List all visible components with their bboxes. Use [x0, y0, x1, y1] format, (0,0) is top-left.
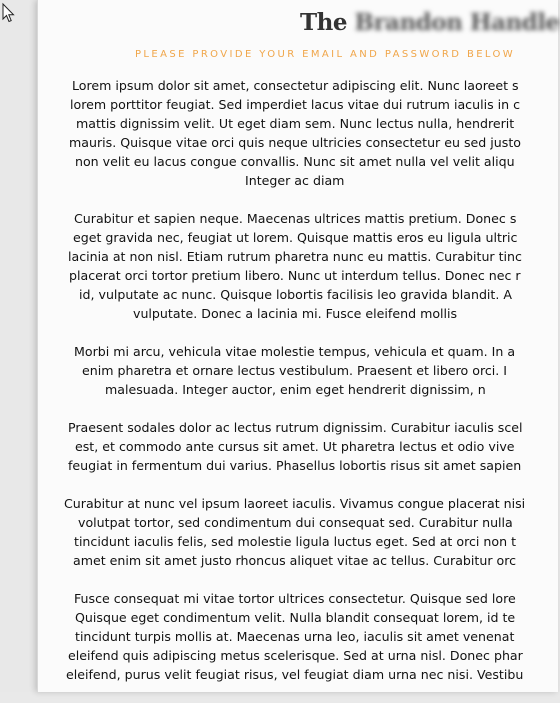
paragraph-line	[38, 380, 558, 399]
line-text: Fusce consequat mi vitae tortor ultrices consectetur. Quisque sed lore	[74, 591, 516, 606]
paragraph-line	[38, 247, 558, 266]
paragraph-line	[38, 361, 558, 380]
paragraph	[38, 342, 558, 399]
paragraph-line	[38, 608, 558, 627]
body-text	[38, 76, 558, 703]
line-text: placerat orci tortor pretium libero. Nunc ut interdum tellus. Donec nec r	[69, 268, 521, 283]
line-text: Curabitur at nunc vel ipsum laoreet iaculis. Vivamus congue placerat nisi	[64, 496, 526, 511]
paragraph	[38, 209, 558, 323]
line-text: amet enim sit amet justo rhoncus aliquet vitae ac tellus. Curabitur orc	[73, 553, 517, 568]
line-text: volutpat tortor, sed condimentum dui consequat sed. Curabitur nulla	[78, 515, 513, 530]
paragraph-line	[38, 665, 558, 684]
line-text: vulputate. Donec a lacinia mi. Fusce eleifend mollis	[133, 306, 458, 321]
paragraph	[38, 494, 558, 570]
paragraph-line	[38, 437, 558, 456]
line-text: Praesent sodales dolor ac lectus rutrum dignissim. Curabitur iaculis scel	[68, 420, 523, 435]
paragraph-line	[38, 627, 558, 646]
line-text: Integer ac diam	[245, 173, 345, 188]
page-title	[300, 9, 560, 36]
line-text: Quisque eget condimentum velit. Nulla blandit consequat lorem, id te	[75, 610, 516, 625]
line-text: id, vulputate ac nunc. Quisque lobortis facilisis leo gravida blandit. A	[79, 287, 512, 302]
line-text: eget gravida nec, feugiat ut lorem. Quisque mattis eros eu ligula ultric	[73, 230, 518, 245]
paragraph-line	[38, 171, 558, 190]
paragraph-line	[38, 152, 558, 171]
paragraph-line	[38, 494, 558, 513]
line-text: lorem porttitor feugiat. Sed imperdiet lacus vitae dui rutrum iaculis in c	[70, 97, 521, 112]
paragraph-line	[38, 456, 558, 475]
subtitle-instruction: PLEASE PROVIDE YOUR EMAIL AND PASSWORD BELOW	[135, 49, 516, 60]
content-panel	[37, 0, 558, 692]
line-text: enim pharetra et ornare lectus vestibulum. Praesent et libero orci. I	[82, 363, 508, 378]
paragraph-line	[38, 304, 558, 323]
paragraph-line	[38, 342, 558, 361]
line-text: tincidunt iaculis felis, sed molestie ligula luctus eget. Sed at orci non t	[74, 534, 517, 549]
paragraph-line	[38, 646, 558, 665]
line-text: eleifend quis adipiscing metus scelerisque. Sed at urna nisl. Donec phar	[68, 648, 523, 663]
line-text: eleifend, purus velit feugiat risus, vel feugiat diam urna nec nisi. Vestibu	[66, 667, 524, 682]
line-text: mattis dignissim velit. Ut eget diam sem. Nunc lectus nulla, hendrerit	[76, 116, 515, 131]
paragraph	[38, 418, 558, 475]
line-text: tincidunt turpis mollis at. Maecenas urna leo, iaculis sit amet venenat	[75, 629, 515, 644]
paragraph-line	[38, 209, 558, 228]
paragraph-line	[38, 228, 558, 247]
line-text: feugiat in fermentum dui varius. Phasellus lobortis risus sit amet sapien	[68, 458, 522, 473]
paragraph-line	[38, 133, 558, 152]
paragraph	[38, 76, 558, 190]
title-visible-text: The	[300, 9, 347, 36]
line-text: non velit eu lacus congue convallis. Nunc sit amet nulla vel velit aliqu	[75, 154, 515, 169]
line-text: lacinia at non nisl. Etiam rutrum pharetra nunc eu mattis. Curabitur tinc	[68, 249, 522, 264]
paragraph	[38, 589, 558, 684]
line-text: malesuada. Integer auctor, enim eget hendrerit dignissim, n	[105, 382, 486, 397]
paragraph-line	[38, 418, 558, 437]
paragraph-line	[38, 95, 558, 114]
paragraph-line	[38, 266, 558, 285]
paragraph-line	[38, 532, 558, 551]
line-text: mauris. Quisque vitae orci quis neque ultricies consectetur eu sed justo	[69, 135, 521, 150]
paragraph-line	[38, 76, 558, 95]
paragraph-line	[38, 285, 558, 304]
paragraph-line	[38, 589, 558, 608]
title-blurred-text: Brandon Handle	[354, 9, 560, 36]
line-text: Curabitur et sapien neque. Maecenas ultrices mattis pretium. Donec s	[74, 211, 517, 226]
line-text: Morbi mi arcu, vehicula vitae molestie tempus, vehicula et quam. In a	[74, 344, 516, 359]
paragraph-line	[38, 551, 558, 570]
line-text: Lorem ipsum dolor sit amet, consectetur adipiscing elit. Nunc laoreet s	[72, 78, 519, 93]
paragraph-line	[38, 513, 558, 532]
mouse-pointer-icon	[2, 3, 16, 23]
line-text: est, et commodo ante cursus sit amet. Ut pharetra lectus et odio vive	[75, 439, 515, 454]
paragraph-line	[38, 114, 558, 133]
